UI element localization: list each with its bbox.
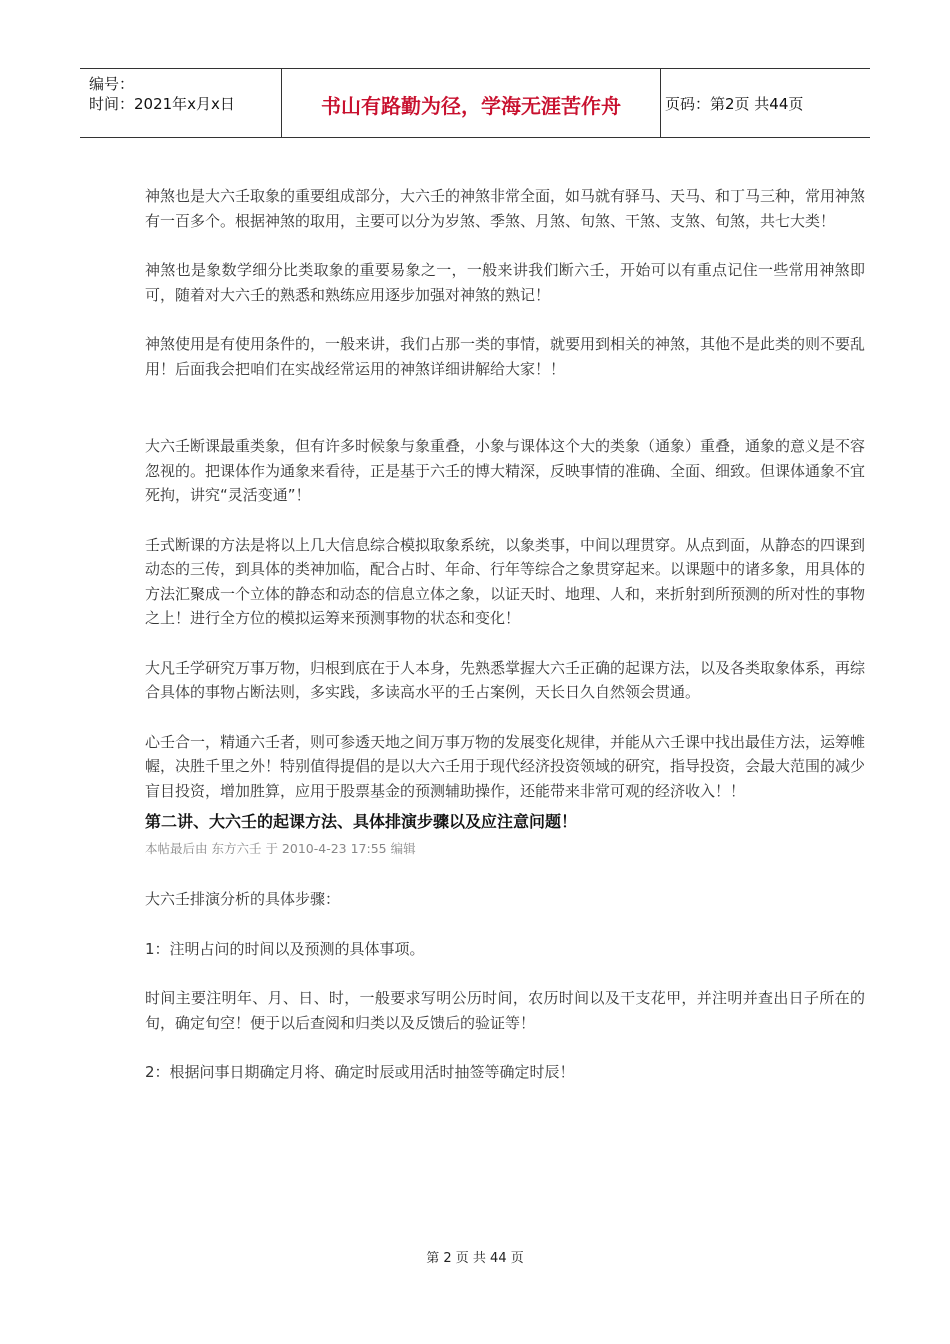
- edit-meta: 本帖最后由 东方六壬 于 2010-4-23 17:55 编辑: [145, 841, 416, 856]
- paragraph: 心壬合一，精通六壬者，则可参透天地之间万事万物的发展变化规律，并能从六壬课中找出最佳方法，运筹帷幄，决胜千里之外！特别值得提倡的是以大六壬用于现代经济投资领域的研究，指导投资，会最大范围的减少盲目投资，增加胜算，应用于股票基金的预测辅助操作，还能带来非常可观的经济收入！！: [145, 732, 866, 800]
- section-heading: 第二讲、大六壬的起课方法、具体排演步骤以及应注意问题！: [145, 812, 578, 831]
- number-label: 编号：: [89, 75, 135, 93]
- page-header: [80, 68, 870, 138]
- page-code: 页码：第2页 共44页: [665, 95, 804, 113]
- motto-text: 书山有路勤为径，学海无涯苦作舟: [321, 94, 621, 118]
- paragraph: 神煞也是象数学细分比类取象的重要易象之一，一般来讲我们断六壬，开始可以有重点记住一些常用神煞即可，随着对大六壬的熟悉和熟练应用逐步加强对神煞的熟记！: [145, 261, 865, 304]
- paragraph: 大凡壬学研究万事万物，归根到底在于人本身，先熟悉掌握大六壬正确的起课方法，以及各类取象体系，再综合具体的事物占断法则，多实践，多读高水平的壬占案例，天长日久自然领会贯通。: [145, 658, 866, 701]
- page-footer: 第 2 页 共 44 页: [426, 1251, 524, 1266]
- time-label: 时间：2021年x月x日: [89, 95, 235, 113]
- paragraph: 大六壬断课最重类象，但有许多时候象与象重叠，小象与课体这个大的类象（通象）重叠，通象的意义是不容忽视的。把课体作为通象来看待，正是基于六壬的博大精深，反映事情的准确、全面、细致。但课体通象不宜死拘，讲究“灵活变通”！: [145, 437, 866, 504]
- step-paragraph: 时间主要注明年、月、日、时，一般要求写明公历时间，农历时间以及干支花甲，并注明并查出日子所在的旬，确定旬空！便于以后查阅和归类以及反馈后的验证等！: [145, 989, 865, 1032]
- paragraph: 神煞使用是有使用条件的，一般来讲，我们占那一类的事情，就要用到相关的神煞，其他不是此类的则不要乱用！后面我会把咱们在实战经常运用的神煞详细讲解给大家！！: [145, 335, 866, 378]
- paragraph: 神煞也是大六壬取象的重要组成部分，大六壬的神煞非常全面，如马就有驿马、天马、和丁马三种，常用神煞有一百多个。根据神煞的取用，主要可以分为岁煞、季煞、月煞、旬煞、干煞、支煞、旬煞，共七大类！: [145, 187, 866, 230]
- header-page-cell: [661, 69, 870, 137]
- header-info-cell: [80, 69, 282, 137]
- paragraph: 壬式断课的方法是将以上几大信息综合模拟取象系统，以象类事，中间以理贯穿。从点到面，从静态的四课到动态的三传，到具体的类神加临，配合占时、年命、行年等综合之象贯穿起来。以课题中的诸多象，用具体的方法汇聚成一个立体的静态和动态的信息立体之象，以证天时、地理、人和，来折射到所预测的所对性的事物之上！进行全方位的模拟运筹来预测事物的状态和变化！: [145, 535, 866, 627]
- header-motto-cell: [282, 69, 661, 137]
- spacer: [145, 406, 865, 434]
- step-paragraph: 2：根据问事日期确定月将、确定时辰或用活时抽签等确定时辰！: [145, 1063, 575, 1081]
- document-body: [145, 184, 865, 1110]
- step-paragraph: 大六壬排演分析的具体步骤：: [145, 890, 341, 908]
- step-paragraph: 1：注明占问的时间以及预测的具体事项。: [145, 939, 425, 958]
